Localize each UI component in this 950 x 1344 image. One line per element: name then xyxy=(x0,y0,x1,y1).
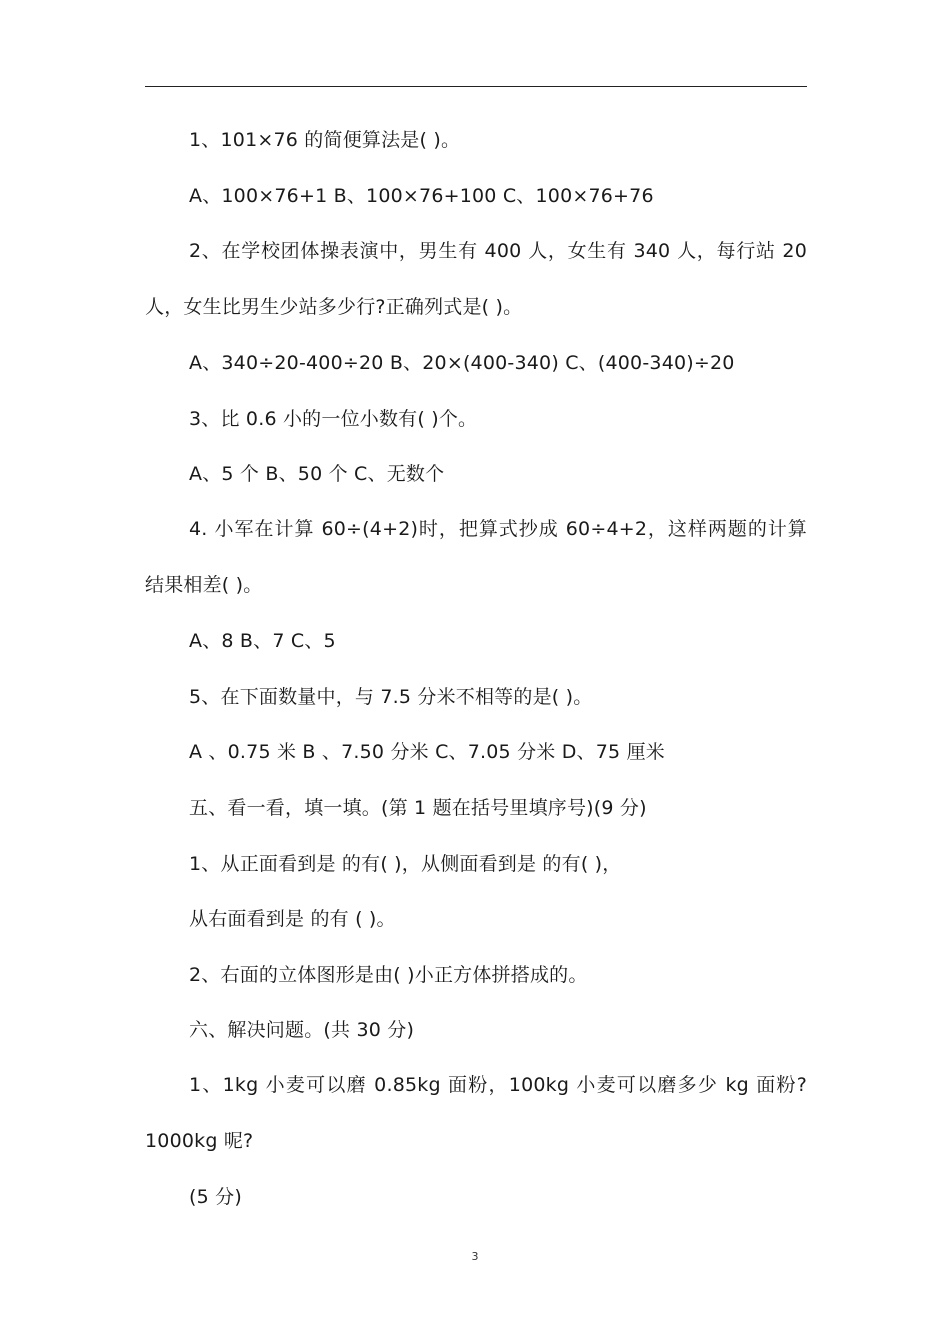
question-4-options: A、8 B、7 C、5 xyxy=(189,630,336,652)
section-six-q1: 1、1kg 小麦可以磨 0.85kg 面粉，100kg 小麦可以磨多少 kg 面粉?1000kg 呢? xyxy=(145,1074,807,1152)
page-number: 3 xyxy=(471,1250,479,1263)
question-1-options: A、100×76+1 B、100×76+100 C、100×76+76 xyxy=(189,185,654,207)
section-five-q1-cont: 从右面看到是 的有 ( )。 xyxy=(189,908,396,930)
section-five-heading: 五、看一看，填一填。(第 1 题在括号里填序号)(9 分) xyxy=(189,797,647,819)
question-5-options: A 、0.75 米 B 、7.50 分米 C、7.05 分米 D、75 厘米 xyxy=(189,741,665,763)
section-five-q2: 2、右面的立体图形是由( )小正方体拼搭成的。 xyxy=(189,964,588,986)
question-3: 3、比 0.6 小的一位小数有( )个。 xyxy=(189,408,478,430)
section-five-q1: 1、从正面看到是 的有( )，从侧面看到是 的有( )， xyxy=(189,853,622,875)
question-3-options: A、5 个 B、50 个 C、无数个 xyxy=(189,463,445,485)
question-5: 5、在下面数量中，与 7.5 分米不相等的是( )。 xyxy=(189,686,593,708)
header-rule xyxy=(145,86,807,87)
question-1: 1、101×76 的简便算法是( )。 xyxy=(189,129,461,151)
question-2-options: A、340÷20-400÷20 B、20×(400-340) C、(400-340)÷20 xyxy=(189,352,735,374)
question-2: 2、在学校团体操表演中，男生有 400 人，女生有 340 人，每行站 20 人，女生比男生少站多少行?正确列式是( )。 xyxy=(145,240,807,318)
question-4: 4. 小军在计算 60÷(4+2)时，把算式抄成 60÷4+2，这样两题的计算结果相差( )。 xyxy=(145,518,807,596)
section-six-heading: 六、解决问题。(共 30 分) xyxy=(189,1019,415,1041)
section-six-q1-score: (5 分) xyxy=(189,1186,242,1208)
